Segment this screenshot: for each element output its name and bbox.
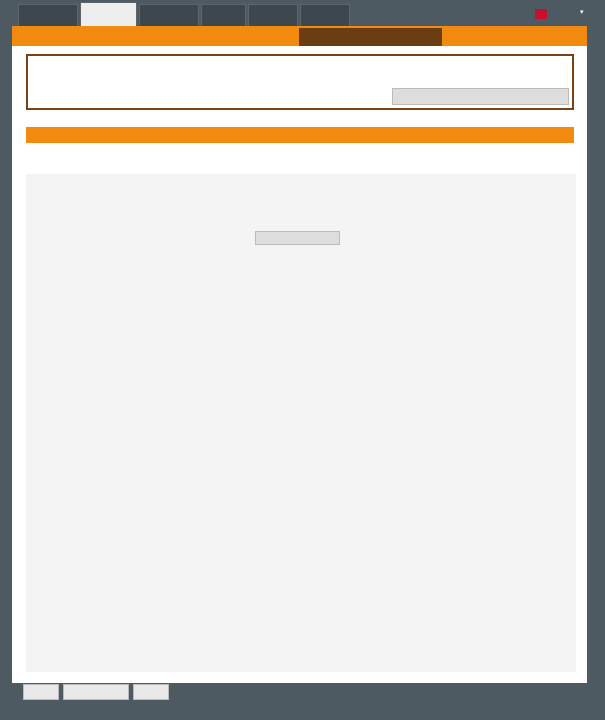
tab-talk-trash[interactable] (139, 4, 199, 26)
tab-16-team-bracket[interactable] (299, 28, 442, 46)
bracket-area (26, 174, 576, 672)
print-bracket-button[interactable] (392, 88, 569, 105)
tab-4-team-bracket[interactable] (455, 28, 575, 46)
bracket-selector (12, 28, 587, 46)
user-avatar-icon[interactable] (535, 9, 547, 19)
tab-winners[interactable] (300, 4, 350, 26)
tab-groups[interactable] (201, 4, 246, 26)
deadline-banner (26, 127, 574, 143)
vips-button[interactable] (23, 684, 59, 700)
tab-full-bracket[interactable] (167, 28, 287, 46)
teams-button[interactable] (133, 684, 169, 700)
brackets-label (12, 28, 132, 46)
save-picks-button[interactable] (255, 231, 340, 245)
tab-my-picks[interactable] (80, 2, 137, 26)
user-menu-chevron-icon[interactable]: ▾ (580, 9, 584, 16)
tab-welcome[interactable] (18, 4, 78, 26)
how-to-play-panel (26, 54, 574, 110)
tab-leaders[interactable] (248, 4, 298, 26)
main-panel (12, 26, 587, 683)
fan-gallery-button[interactable] (63, 684, 129, 700)
